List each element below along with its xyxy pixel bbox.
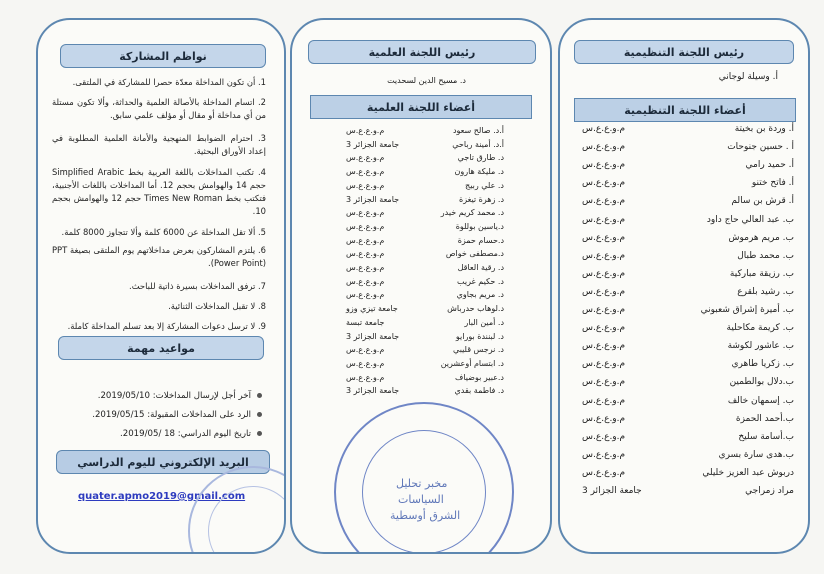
scientific-member-name: د. مريم بجاوي [456, 290, 504, 300]
scientific-member-name: د.حسام حمزة [457, 235, 504, 245]
scientific-member-affiliation: م.و.ع.ع.س [346, 208, 385, 218]
scientific-member-name: د. فاطمة بقدي [454, 386, 504, 396]
scientific-member-affiliation: جامعة الجزائر 3 [346, 194, 400, 204]
university-stamp [334, 402, 514, 554]
scientific-member-row [292, 290, 550, 304]
organizing-member-affiliation: م.و.ع.ع.س [582, 449, 626, 460]
organizing-member-affiliation: م.و.ع.ع.س [582, 232, 626, 243]
organizing-president-name: أ. وسيلة لوجاني [718, 72, 778, 82]
scientific-member-name: د. نرجس قليبي [453, 345, 504, 355]
organizing-member-row [560, 414, 808, 432]
organizing-member-row [560, 233, 808, 251]
organizing-member-row [560, 450, 808, 468]
organizing-member-name: أ. فاتح ختنو [751, 178, 794, 189]
organizing-member-name: ب.هدى سارة بسري [718, 449, 794, 460]
condition-2: 2. اتسام المداخلة بالأصالة العلمية والحداثة، وألا تكون مستلة من أي مداخلة أو مقال أو مؤلف علمي سابق. [52, 97, 266, 120]
date-response [92, 410, 262, 420]
scientific-member-row [292, 263, 550, 277]
scientific-member-row [292, 208, 550, 222]
email-link[interactable]: quater.apmo2019@gmail.com [78, 491, 246, 502]
scientific-member-name: د. مليكة هارون [454, 167, 504, 177]
scientific-member-row [292, 140, 550, 154]
organizing-member-affiliation: م.و.ع.ع.س [582, 467, 626, 478]
organizing-member-name: ب.دلال بوالطمين [729, 377, 794, 388]
organizing-member-affiliation: م.و.ع.ع.س [582, 341, 626, 352]
scientific-member-row [292, 373, 550, 387]
scientific-member-row [292, 195, 550, 209]
condition-3: 3. احترام الضوابط المنهجية والأمانة العلمية المطلوبة في إعداد الأوراق البحثية. [52, 133, 266, 156]
organizing-member-name: أ . حسين جنوحات [727, 142, 794, 153]
organizing-member-affiliation: م.و.ع.ع.س [582, 286, 626, 297]
scientific-member-affiliation: جامعة الجزائر 3 [346, 386, 400, 396]
condition-6: 6. يلتزم المشاركون بعرض مداخلاتهم يوم الملتقى بصيغة PPT (Power Point). [52, 245, 266, 268]
organizing-member-row [560, 251, 808, 269]
organizing-member-name: دربوش عبد العزيز خليلي [702, 467, 794, 478]
organizing-member-name: ب.أسامة سليخ [738, 431, 794, 442]
organizing-member-affiliation: م.و.ع.ع.س [582, 160, 626, 171]
organizing-members-header: أعضاء اللجنة التنظيمية [574, 98, 796, 122]
scientific-member-affiliation: جامعة تيزي وزو [346, 304, 398, 314]
condition-8: 8. لا تقبل المداخلات الثنائية. [168, 301, 266, 311]
scientific-president-header: رئيس اللجنة العلمية [308, 40, 536, 64]
organizing-member-row [560, 196, 808, 214]
organizing-member-name: ب. رشيد بلقرع [737, 286, 794, 297]
organizing-member-affiliation: م.و.ع.ع.س [582, 124, 626, 134]
scientific-member-affiliation: جامعة الجزائر 3 [346, 139, 400, 149]
organizing-member-affiliation: م.و.ع.ع.س [582, 359, 626, 370]
scientific-member-affiliation: جامعة الجزائر 3 [346, 331, 400, 341]
date-deadline [98, 391, 262, 401]
scientific-member-row [292, 222, 550, 236]
scientific-member-row [292, 332, 550, 346]
organizing-member-name: ب.أحمد الحمزة [735, 413, 794, 424]
scientific-members-header: أعضاء اللجنة العلمية [310, 95, 532, 119]
scientific-member-name: د. علي ربيج [465, 180, 504, 190]
scientific-member-row [292, 236, 550, 250]
scientific-member-name: د. لبنندة بورايو [455, 331, 504, 341]
organizing-member-name: أ. حميد رامي [745, 160, 794, 171]
organizing-member-row [560, 377, 808, 395]
organizing-member-name: أ. قرش بن سالم [731, 196, 794, 207]
scientific-member-row [292, 345, 550, 359]
email-header: البريد الإلكتروني لليوم الدراسي [56, 450, 270, 474]
organizing-member-name: ب. كريمة مكاحلية [726, 323, 794, 334]
stamp-line-3: الشرق أوسطية [390, 509, 461, 522]
condition-4: 4. تكتب المداخلات باللغة العربية بخط Simplified Arabic حجم 14 والهوامش بحجم 12. أما المداخلات باللغات الأجنبية، فتكتب بخط Times New Roman حجم 12 والهوامش بحجم 10. [52, 167, 266, 216]
conditions-header: نواظم المشاركة [60, 44, 266, 68]
faded-stamp [188, 466, 286, 554]
scientific-member-affiliation: م.و.ع.ع.س [346, 126, 385, 135]
organizing-member-name: ب. محمد طبال [737, 250, 794, 261]
scientific-member-row [292, 249, 550, 263]
organizing-member-name: ب. مريم هرموش [728, 232, 794, 243]
organizing-member-affiliation: م.و.ع.ع.س [582, 178, 626, 189]
organizing-member-name: ب. إسمهان خالف [727, 395, 794, 406]
scientific-member-affiliation: م.و.ع.ع.س [346, 263, 385, 272]
organizing-member-affiliation: م.و.ع.ع.س [582, 250, 626, 261]
scientific-member-row [292, 318, 550, 332]
organizing-member-affiliation: م.و.ع.ع.س [582, 395, 626, 406]
scientific-member-row [292, 167, 550, 181]
scientific-member-row [292, 359, 550, 373]
organizing-member-affiliation: م.و.ع.ع.س [582, 214, 626, 225]
dates-header: مواعيد مهمة [58, 336, 264, 360]
condition-1: 1. أن تكون المداخلة معدّة حصرا للمشاركة في الملتقى. [72, 77, 266, 87]
scientific-member-affiliation: جامعة تبسة [346, 317, 385, 327]
scientific-member-name: د.لوهاب حدرباش [447, 304, 504, 314]
organizing-member-row [560, 287, 808, 305]
scientific-member-affiliation: م.و.ع.ع.س [346, 249, 385, 259]
organizing-member-affiliation: م.و.ع.ع.س [582, 323, 626, 334]
organizing-member-affiliation: م.و.ع.ع.س [582, 268, 626, 279]
organizing-member-name: ب. زكريا طاهري [731, 359, 794, 370]
stamp-line-2: السياسات [398, 493, 444, 506]
organizing-president-header: رئيس اللجنة التنظيمية [574, 40, 794, 64]
organizing-member-row [560, 359, 808, 377]
scientific-member-name: د. محمد كريم خيدر [440, 208, 504, 218]
scientific-committee-panel [290, 18, 552, 554]
scientific-member-affiliation: م.و.ع.ع.س [346, 345, 385, 355]
scientific-member-name: د.ياسين بوللوة [455, 221, 504, 231]
participation-rules-panel [36, 18, 286, 554]
organizing-member-affiliation: م.و.ع.ع.س [582, 377, 626, 388]
stamp-line-1: مخبر تحليل [396, 477, 448, 490]
scientific-member-affiliation: م.و.ع.ع.س [346, 235, 385, 245]
scientific-member-name: أ.د. أمينة رباحي [452, 139, 504, 149]
date-response-text: الرد على المداخلات المقبولة: 2019/05/15. [92, 410, 251, 420]
date-deadline-text: آخر أجل لإرسال المداخلات: 2019/05/10. [97, 391, 251, 401]
organizing-member-row [560, 142, 808, 160]
organizing-member-row [560, 341, 808, 359]
organizing-member-affiliation: م.و.ع.ع.س [582, 431, 626, 442]
scientific-president-name: د. مسيح الدين لسحديت [387, 76, 466, 85]
scientific-member-row [292, 126, 550, 140]
organizing-member-affiliation: م.و.ع.ع.س [582, 196, 626, 207]
condition-5: 5. ألا تقل المداخلة عن 6000 كلمة وألا تتجاوز 8000 كلمة. [61, 227, 266, 237]
scientific-member-row [292, 153, 550, 167]
organizing-member-row [560, 396, 808, 414]
organizing-member-affiliation: جامعة الجزائر 3 [582, 486, 642, 496]
organizing-member-name: ب. عبد العالي حاج داود [706, 214, 794, 225]
organizing-member-affiliation: م.و.ع.ع.س [582, 142, 626, 153]
organizing-member-row [560, 323, 808, 341]
scientific-member-affiliation: م.و.ع.ع.س [346, 358, 385, 368]
organizing-member-row [560, 124, 808, 142]
scientific-member-name: د. زهرة تيغزة [459, 194, 504, 204]
organizing-member-affiliation: م.و.ع.ع.س [582, 305, 626, 315]
scientific-member-name: د. طارق تاجي [457, 153, 504, 163]
organizing-member-row [560, 468, 808, 486]
organizing-member-name: أ. وردة بن بخيتة [734, 124, 794, 134]
organizing-member-row [560, 269, 808, 287]
organizing-member-row [560, 178, 808, 196]
scientific-member-name: د.عبير بوضياف [455, 372, 504, 382]
scientific-member-name: د. أمين البار [464, 317, 504, 327]
organizing-member-name: ب. رزيقة مباركية [729, 268, 794, 279]
scientific-member-row [292, 277, 550, 291]
condition-9: 9. لا ترسل دعوات المشاركة إلا بعد تسلم المداخلة كاملة. [67, 321, 266, 331]
scientific-member-affiliation: م.و.ع.ع.س [346, 180, 385, 190]
scientific-member-affiliation: م.و.ع.ع.س [346, 167, 385, 177]
scientific-member-affiliation: م.و.ع.ع.س [346, 153, 385, 163]
scientific-member-row [292, 386, 550, 400]
scientific-member-name: د. حكيم غريب [457, 276, 504, 286]
organizing-member-name: ب. عاشور لكوشة [727, 341, 794, 352]
condition-7: 7. ترفق المداخلات بسيرة ذاتية للباحث. [129, 281, 266, 291]
scientific-member-affiliation: م.و.ع.ع.س [346, 290, 385, 300]
organizing-member-name: ب. أميرة إشراق شعبوني [700, 305, 794, 315]
scientific-member-name: د. ابتسام أوعشرين [440, 358, 504, 368]
organizing-member-row [560, 160, 808, 178]
date-study-day-text: تاريخ اليوم الدراسي: 18 /2019/05. [120, 429, 251, 439]
organizing-member-affiliation: م.و.ع.ع.س [582, 413, 626, 424]
organizing-member-row [560, 432, 808, 450]
organizing-committee-panel [558, 18, 810, 554]
scientific-member-affiliation: م.و.ع.ع.س [346, 372, 385, 382]
organizing-member-name: مراد زمراجي [745, 486, 794, 496]
scientific-member-row [292, 181, 550, 195]
scientific-member-name: أ.د. صالح سعود [452, 126, 504, 135]
scientific-member-affiliation: م.و.ع.ع.س [346, 221, 385, 231]
organizing-member-row [560, 305, 808, 323]
date-study-day [120, 429, 262, 439]
organizing-member-row [560, 486, 808, 504]
organizing-member-row [560, 215, 808, 233]
scientific-member-name: د.مصطفى خواص [445, 249, 504, 259]
scientific-member-row [292, 304, 550, 318]
scientific-member-name: د. رقية العاقل [457, 263, 504, 272]
scientific-member-affiliation: م.و.ع.ع.س [346, 276, 385, 286]
